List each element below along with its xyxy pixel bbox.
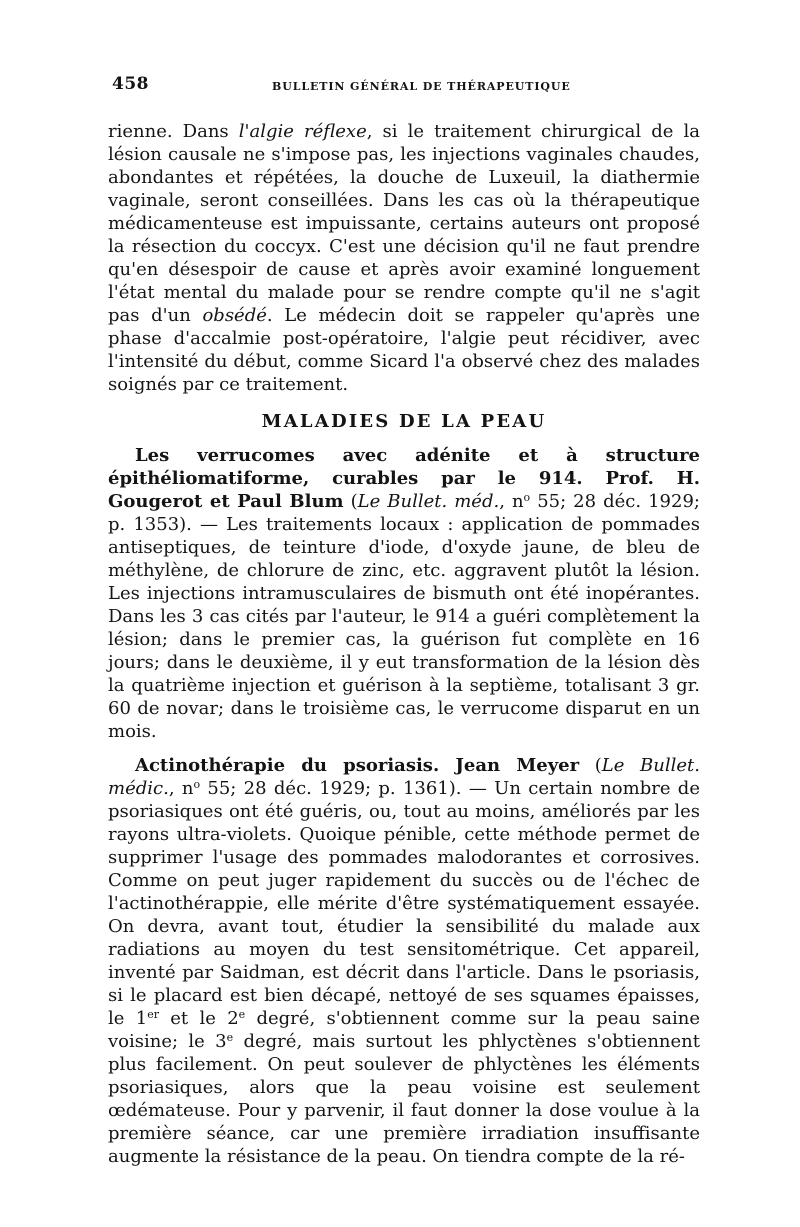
intro-text-1: rienne. Dans [108,121,239,142]
entry-verrucomes-ref-journal: Le Bullet. méd. [357,491,500,512]
entry-verrucomes-ref-sup: o [523,491,531,504]
entry-actinotherapie-ref-rest: 55; 28 déc. 1929; p. 1361). [200,778,462,799]
entry-verrucomes [108,444,700,743]
entry-actinotherapie-body-d: degré, mais surtout les phlyctènes s'obtiennent plus facilement. On peut soulever de phlyctènes les éléments psoriasiques, alors que la peau voisine est seulement œdémateuse. Pour y parvenir, il faut donner la dose voulue à la première séance, car une première irradiation insuffisante augmente la résistance de la peau. On tiendra compte de la ré- [108,1031,700,1167]
journal-title: BULLETIN GÉNÉRAL DE THÉRAPEUTIQUE [272,80,571,93]
entry-actinotherapie-body-b: et le 2 [158,1008,239,1029]
entry-actinotherapie-ref-num: , n [168,778,194,799]
entry-actinotherapie-ref-journal: Le Bullet. médic. [108,755,701,799]
intro-text-3: . Le médecin doit se rappeler qu'après une phase d'accalmie post-opératoire, l'algie peut récidiver, avec l'intensité du début, comme Sicard l'a observé chez des malades soignés par ce traitement. [108,305,701,395]
entry-actinotherapie-title: Actinothérapie du psoriasis. Jean Meyer [135,755,580,776]
entry-actinotherapie-ref-open: ( [579,755,602,776]
entry-actinotherapie-sup-1er: er [147,1008,159,1021]
entry-actinotherapie-ref-sup: o [193,778,201,791]
entry-verrucomes-body: — Les traitements locaux : application de pommades antiseptiques, de teinture d'iode, d'oxyde jaune, de bleu de méthylène, de chlorure de zinc, etc. aggravent plutôt la lésion. Les injections intramusculaires de bismuth ont été inopérantes. Dans les 3 cas cités par l'auteur, le 914 a guéri complètement la lésion; dans le premier cas, la guérison fut complète en 16 jours; dans le deuxième, il y eut transformation de la lésion dès la quatrième injection et guérison à la septième, totalisant 3 gr. 60 de novar; dans le troisième cas, le verrucome disparut en un mois. [108,514,700,742]
entry-verrucomes-ref-rest: 55; 28 déc. 1929; p. 1353). [108,491,700,535]
entry-actinotherapie-body-c: degré, s'obtiennent comme sur la peau saine voisine; le 3 [108,1008,700,1052]
entry-actinotherapie-sup-2e: e [238,1008,246,1021]
entry-actinotherapie-body-a: — Un certain nombre de psoriasiques ont été guéris, ou, tout au moins, améliorés par les rayons ultra-violets. Quoique pénible, cette méthode permet de supprimer l'usage des pommades malodorantes et corrosives. Comme on peut juger rapidement du succès ou de l'échec de l'actinothérappie, elle mérite d'être systématiquement essayée. On devra, avant tout, étudier la sensibilité du malade aux radiations au moyen du test sensitométrique. Cet appareil, inventé par Saidman, est décrit dans l'article. Dans le psoriasis, si le placard est bien décapé, nettoyé de ses squames épaisses, le 1 [108,778,700,1029]
intro-text-2: , si le traitement chirurgical de la lésion causale ne s'impose pas, les injections vaginales chaudes, abondantes et répétées, la douche de Luxeuil, la diathermie vaginale, seront conseillées. Dans les cas où la thérapeutique médicamenteuse est impuissante, certains auteurs ont proposé la résection du coccyx. C'est une décision qu'il ne faut prendre qu'en désespoir de cause et après avoir examiné longuement l'état mental du malade pour se rendre compte qu'il ne s'agit pas d'un [108,121,700,326]
section-heading: MALADIES DE LA PEAU [261,411,547,432]
intro-term-obsede: obsédé [202,305,267,326]
entry-actinotherapie [108,754,700,1168]
entry-verrucomes-ref-num: , n [499,491,524,512]
running-head [112,74,702,104]
entry-verrucomes-title: Les verrucomes avec adénite et à structure épithéliomatiforme, curables par le 914. Prof. H. Gougerot et Paul Blum [108,445,700,512]
entry-actinotherapie-sup-3e: e [226,1031,234,1044]
entry-verrucomes-ref-open: ( [343,491,358,512]
intro-paragraph [108,120,700,396]
page-number: 458 [112,74,149,94]
body-text [108,120,700,1168]
intro-term-algie-reflexe: l'algie réflexe [238,121,367,142]
